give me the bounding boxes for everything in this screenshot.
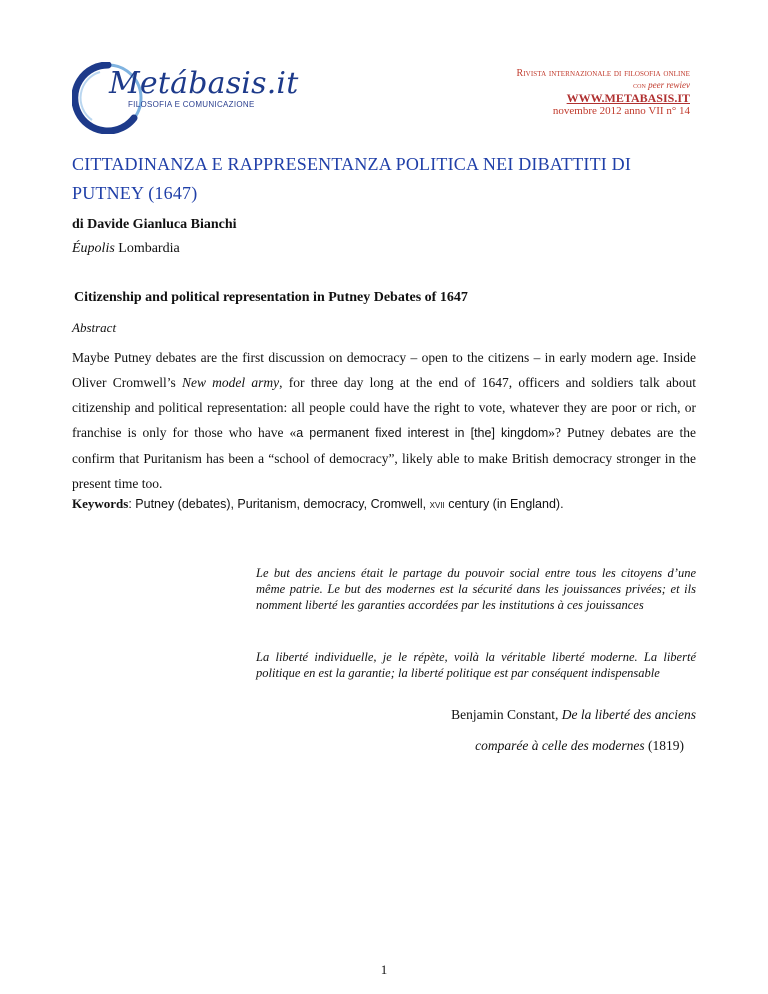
abstract-part-3: »? Putney debates are the confirm that Puritanism has been a “school of democracy”, likely able to make British democracy stronger in the present time too. [72,425,696,491]
abstract-quote: a permanent fixed interest in [the] kingdom [296,426,549,440]
abstract-part-1: Maybe Putney debates are the first discussion on democracy – open to the citizens – in early modern age. Inside Oliver Cromwell’s [72,350,696,390]
abstract-part-2: , for three day long at the end of 1647, officers and soldiers talk about citizenship and political representation: all people could have the right to vote, whatever they are poor or rich, or franchise is only for those who have « [72,375,696,440]
epigraph-quote-1: Le but des anciens était le partage du pouvoir social entre tous les citoyens d’une même patrie. Le but des modernes est la sécurité dans les jouissances privées; et ils nomment liberté les garanties accordées par les institutions à ces jouissances [256,566,696,612]
keywords-list: : Putney (debates), Puritanism, democracy, Cromwell, [128,497,430,511]
abstract-text [72,345,696,496]
review-type: peer rewiev [648,80,690,90]
keywords-line [72,496,564,512]
affiliation-name: Éupolis [72,241,115,256]
logo-subtitle: FILOSOFIA E COMUNICAZIONE [128,100,255,109]
journal-logo [72,62,299,134]
abstract-label: Abstract [72,320,117,335]
article-author: di Davide Gianluca Bianchi [72,217,237,232]
review-prefix: con [633,80,646,90]
page-number: 1 [380,962,388,977]
epigraph-attribution-2 [475,738,684,754]
english-title: Citizenship and political representation in Putney Debates of 1647 [74,290,468,305]
affiliation-region: Lombardia [114,241,180,256]
abstract-italic-army: New model army [181,375,280,390]
author-affiliation [72,241,180,257]
epigraph-author: Benjamin Constant, [451,707,562,722]
epigraph-quote-2: La liberté individuelle, je le répète, voilà la véritable liberté moderne. La liberté politique en est la garantie; la liberté politique est par conséquent indispensable [256,650,696,680]
keywords-century: xvii [429,497,445,511]
journal-header [516,68,690,118]
keywords-list-end: century (in England). [444,497,564,511]
epigraph-work-title-1: De la liberté des anciens [561,707,696,722]
journal-issue: novembre 2012 anno VII n° 14 [552,105,690,118]
keywords-label: Keywords [72,496,129,511]
journal-website-link[interactable]: WWW.METABASIS.IT [566,90,690,105]
journal-review-note [516,80,690,91]
article-title: CITTADINANZA E RAPPRESENTANZA POLITICA NEI DIBATTITI DI PUTNEY (1647) [72,154,632,203]
epigraph-work-title-2: comparée à celle des modernes [475,738,645,753]
epigraph-year: (1819) [644,738,684,753]
journal-description: Rivista internazionale di filosofia online [516,68,690,79]
logo-wordmark: Metábasis.it [109,66,299,101]
epigraph-attribution [451,707,696,723]
